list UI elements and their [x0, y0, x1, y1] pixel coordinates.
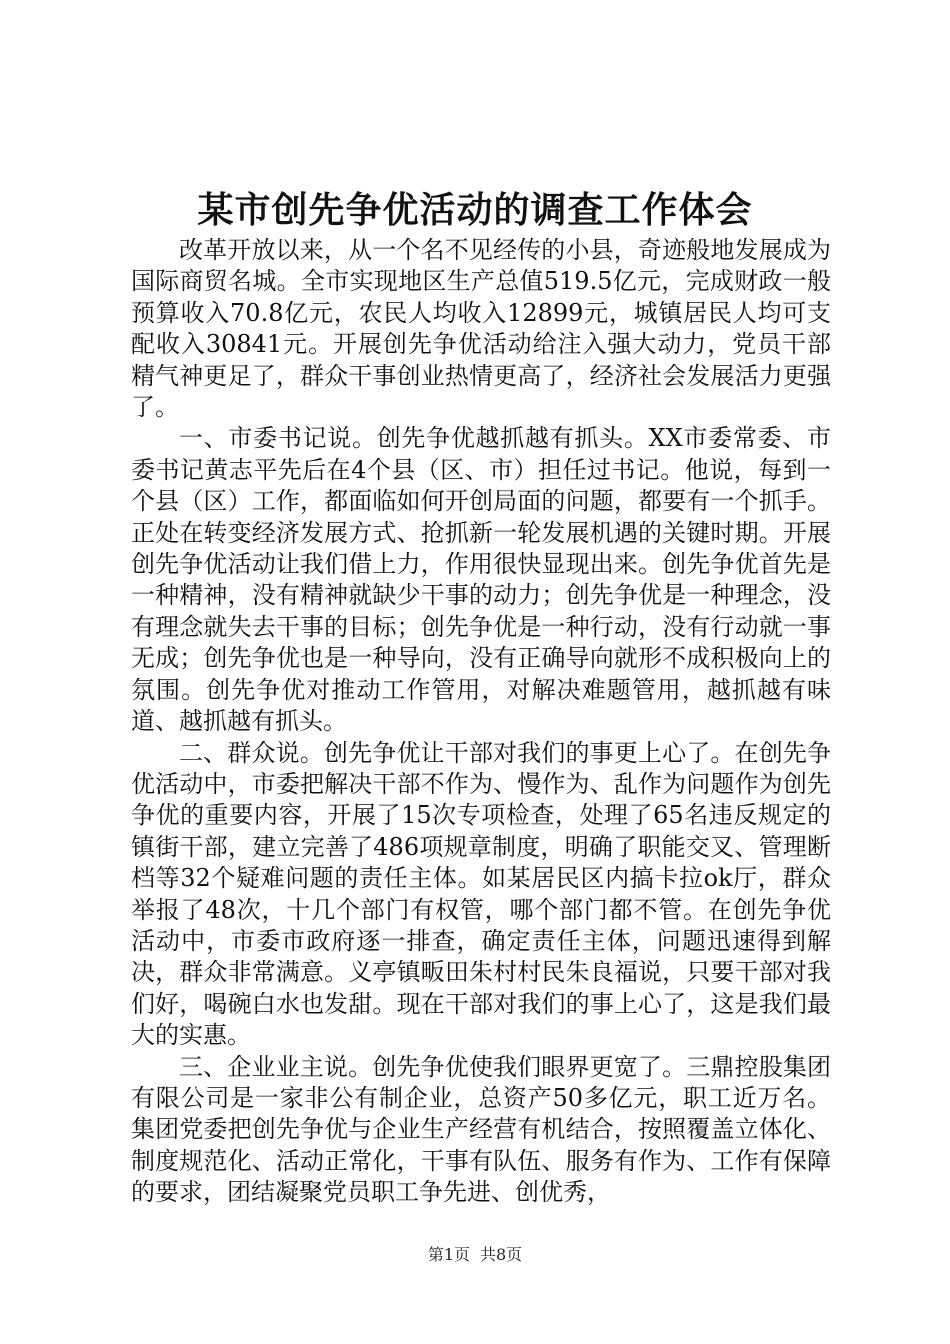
document-title: 某市创先争优活动的调查工作体会	[197, 189, 753, 231]
page-total: 共8页	[480, 1245, 523, 1264]
paragraph-section-2: 二、群众说。创先争优让干部对我们的事更上心了。在创先争优活动中，市委把解决干部不作为、慢作为、乱作为问题作为创先争优的重要内容，开展了15次专项检查，处理了65名违反规定的镇街干部，建立完善了486项规章制度，明确了职能交叉、管理断档等32个疑难问题的责任主体。如某居民区内搞卡拉ok厅，群众举报了48次，十几个部门有权管，哪个部门都不管。在创先争优活动中，市委市政府逐一排查，确定责任主体，问题迅速得到解决，群众非常满意。义亭镇畈田朱村村民朱良福说，只要干部对我们好，喝碗白水也发甜。现在干部对我们的事上心了，这是我们最大的实惠。	[131, 738, 831, 1050]
paragraph-intro: 改革开放以来，从一个名不见经传的小县，奇迹般地发展成为国际商贸名城。全市实现地区生产总值519.5亿元，完成财政一般预算收入70.8亿元，农民人均收入12899元，城镇居民人均可支配收入30841元。开展创先争优活动给注入强大动力，党员干部精气神更足了，群众干事创业热情更高了，经济社会发展活力更强了。	[131, 236, 831, 422]
paragraph-section-3: 三、企业业主说。创先争优使我们眼界更宽了。三鼎控股集团有限公司是一家非公有制企业，总资产50多亿元，职工近万名。集团党委把创先争优与企业生产经营有机结合，按照覆盖立体化、制度规范化、活动正常化，干事有队伍、服务有作为、工作有保障的要求，团结凝聚党员职工争先进、创优秀，	[131, 1052, 831, 1207]
page-footer	[0, 1244, 950, 1266]
page-number: 第1页	[427, 1245, 470, 1264]
document-body	[131, 235, 831, 1209]
paragraph-section-1: 一、市委书记说。创先争优越抓越有抓头。XX市委常委、市委书记黄志平先后在4个县（区、市）担任过书记。他说，每到一个县（区）工作，都面临如何开创局面的问题，都要有一个抓手。正处在转变经济发展方式、抢抓新一轮发展机遇的关键时期。开展创先争优活动让我们借上力，作用很快显现出来。创先争优首先是一种精神，没有精神就缺少干事的动力；创先争优是一种理念，没有理念就失去干事的目标；创先争优是一种行动，没有行动就一事无成；创先争优也是一种导向，没有正确导向就形不成积极向上的氛围。创先争优对推动工作管用，对解决难题管用，越抓越有味道、越抓越有抓头。	[131, 424, 831, 736]
